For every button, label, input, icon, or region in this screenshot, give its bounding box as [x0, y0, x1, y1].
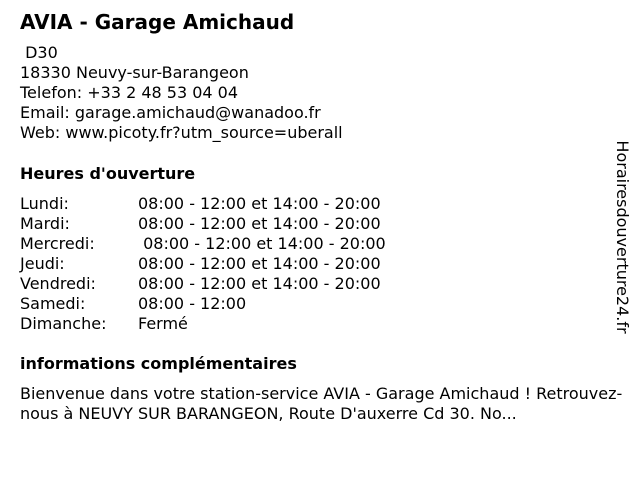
hours-time: 08:00 - 12:00 et 14:00 - 20:00	[138, 194, 381, 213]
hours-time: 08:00 - 12:00 et 14:00 - 20:00	[138, 254, 381, 273]
site-watermark: Horairesdouverture24.fr	[613, 140, 632, 334]
hours-day: Dimanche:	[20, 314, 107, 333]
hours-row-tuesday	[20, 214, 450, 234]
hours-day: Mardi:	[20, 214, 70, 233]
opening-hours-heading: Heures d'ouverture	[20, 164, 196, 183]
address-street: D30	[20, 43, 58, 62]
hours-time: 08:00 - 12:00	[138, 294, 247, 313]
hours-row-saturday	[20, 294, 450, 314]
business-contact	[20, 43, 343, 143]
hours-row-sunday	[20, 314, 450, 334]
hours-time: 08:00 - 12:00 et 14:00 - 20:00	[138, 214, 381, 233]
opening-hours-list	[20, 194, 450, 334]
hours-time: 08:00 - 12:00 et 14:00 - 20:00	[138, 274, 381, 293]
hours-day: Samedi:	[20, 294, 86, 313]
hours-row-thursday	[20, 254, 450, 274]
additional-info-heading: informations complémentaires	[20, 354, 297, 373]
business-title: AVIA - Garage Amichaud	[20, 10, 295, 34]
hours-day: Mercredi:	[20, 234, 95, 253]
hours-row-friday	[20, 274, 450, 294]
hours-time: Fermé	[138, 314, 188, 333]
address-city: 18330 Neuvy-sur-Barangeon	[20, 63, 249, 82]
email-text: Email: garage.amichaud@wanadoo.fr	[20, 103, 321, 122]
hours-row-wednesday	[20, 234, 450, 254]
hours-day: Jeudi:	[20, 254, 65, 273]
additional-info-text: Bienvenue dans votre station-service AVIA - Garage Amichaud ! Retrouvez-nous à NEUVY SUR BARANGEON, Route D'auxerre Cd 30. No...	[20, 384, 623, 423]
hours-row-monday	[20, 194, 450, 214]
hours-day: Lundi:	[20, 194, 69, 213]
hours-time: 08:00 - 12:00 et 14:00 - 20:00	[138, 234, 386, 253]
phone-text: Telefon: +33 2 48 53 04 04	[20, 83, 239, 102]
hours-day: Vendredi:	[20, 274, 96, 293]
website-text: Web: www.picoty.fr?utm_source=uberall	[20, 123, 343, 142]
